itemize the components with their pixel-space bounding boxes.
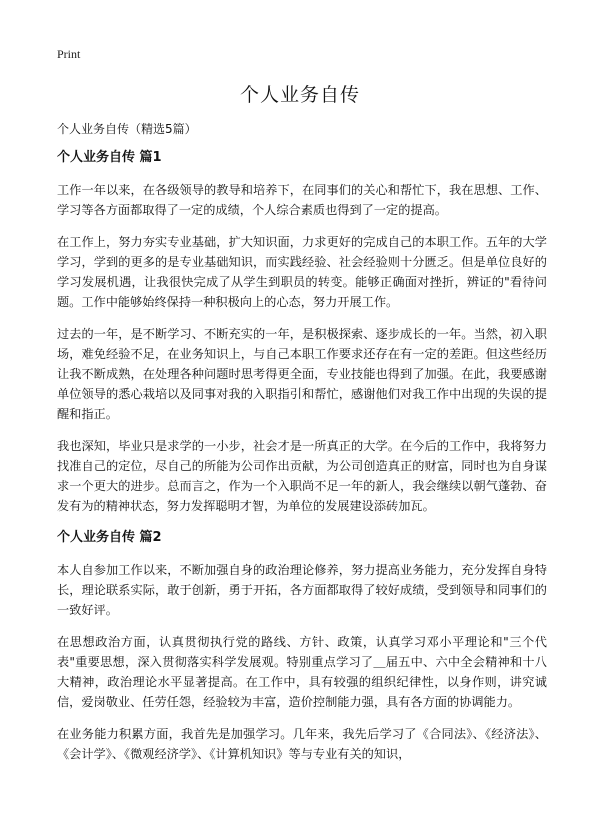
- paragraph: 我也深知，毕业只是求学的一小步，社会才是一所真正的大学。在今后的工作中，我将努力找准自己的定位，尽自己的所能为公司作出贡献，为公司创造真正的财富，同时也为自身谋求一个更大的进步。总而言之，作为一个入职尚不足一年的新人，我会继续以朝气蓬勃、奋发有为的精神状态，努力发挥聪明才智，为单位的发展建设添砖加瓦。: [57, 439, 547, 513]
- document-subtitle: 个人业务自传（精选5篇）: [57, 122, 197, 136]
- document-body: [57, 148, 547, 776]
- section-heading: 个人业务自传 篇2: [57, 530, 162, 545]
- section-heading: 个人业务自传 篇1: [57, 150, 162, 165]
- section-2: [57, 528, 547, 764]
- paragraph: 本人自参加工作以来，不断加强自身的政治理论修养，努力提高业务能力，充分发挥自身特长，理论联系实际，敢于创新，勇于开拓，各方面都取得了较好成绩，受到领导和同事们的一致好评。: [57, 563, 547, 617]
- paragraph: 工作一年以来，在各级领导的教导和培养下，在同事们的关心和帮忙下，我在思想、工作、学习等各方面都取得了一定的成绩，个人综合素质也得到了一定的提高。: [57, 183, 547, 217]
- paragraph: 在工作上，努力夯实专业基础，扩大知识面，力求更好的完成自己的本职工作。五年的大学学习，学到的更多的是专业基础知识，而实践经验、社会经验则十分匮乏。但是单位良好的学习发展机遇，让我很快完成了从学生到职员的转变。能够正确面对挫折，辨证的"看待问题。工作中能够始终保持一种积极向上的心态，努力开展工作。: [57, 235, 547, 309]
- section-1: [57, 148, 547, 516]
- paragraph: 过去的一年，是不断学习、不断充实的一年，是积极探索、逐步成长的一年。当然，初入职场，难免经验不足，在业务知识上，与自己本职工作要求还存在有一定的差距。但这些经历让我不断成熟，在处理各种问题时思考得更全面，专业技能也得到了加强。在此，我要感谢单位领导的悉心栽培以及同事对我的入职指引和帮忙，感谢他们对我工作中出现的失误的提醒和指正。: [57, 327, 547, 421]
- print-link[interactable]: Print: [57, 47, 81, 61]
- paragraph: 在业务能力积累方面，我首先是加强学习。几年来，我先后学习了《合同法》、《经济法》、《会计学》、《微观经济学》、《计算机知识》等与专业有关的知识，: [57, 727, 547, 761]
- paragraph: 在思想政治方面，认真贯彻执行党的路线、方针、政策，认真学习邓小平理论和"三个代表"重要思想，深入贯彻落实科学发展观。特别重点学习了＿届五中、六中全会精神和十八大精神，政治理论水平显著提高。在工作中，具有较强的组织纪律性，以身作则，讲究诚信，爱岗敬业、任劳任怨，经验较为丰富，造价控制能力强，具有各方面的协调能力。: [57, 635, 547, 709]
- document-title: 个人业务自传: [239, 84, 360, 106]
